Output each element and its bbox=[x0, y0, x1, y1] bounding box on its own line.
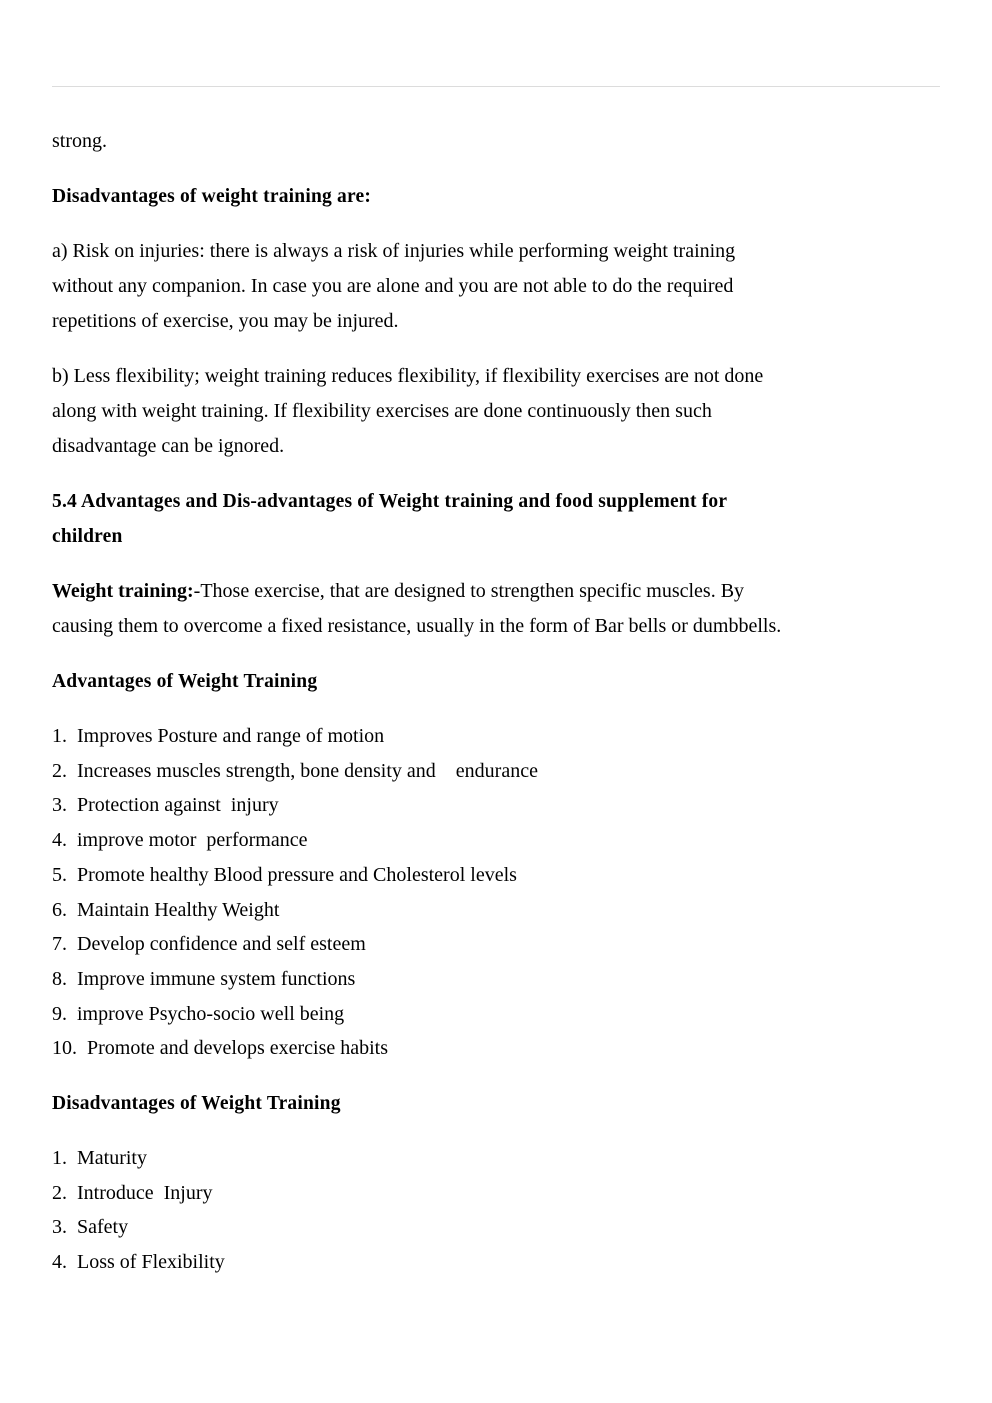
header-divider bbox=[52, 86, 940, 87]
definition-text: -Those exercise, that are designed to strengthen specific muscles. By bbox=[193, 580, 745, 602]
disadvantages-heading: Disadvantages of weight training are: bbox=[52, 186, 372, 207]
advantages-list bbox=[52, 719, 952, 1066]
list-item: 10. Promote and develops exercise habits bbox=[52, 1037, 389, 1060]
definition-term: Weight training: bbox=[52, 580, 194, 602]
document-page bbox=[52, 124, 952, 1300]
text-line: children bbox=[52, 526, 123, 547]
paragraph-less-flexibility bbox=[52, 359, 952, 464]
list-item: 1. Maturity bbox=[52, 1147, 147, 1170]
text-line: causing them to overcome a fixed resistance, usually in the form of Bar bells or dumbbells. bbox=[52, 615, 782, 637]
text-line: 5.4 Advantages and Dis-advantages of Weight training and food supplement for bbox=[52, 491, 728, 512]
text-line: disadvantage can be ignored. bbox=[52, 435, 285, 457]
disadvantages-list bbox=[52, 1141, 952, 1280]
list-item: 4. improve motor performance bbox=[52, 829, 308, 852]
list-item: 3. Protection against injury bbox=[52, 794, 279, 817]
list-item: 4. Loss of Flexibility bbox=[52, 1251, 225, 1274]
list-item: 2. Increases muscles strength, bone density and endurance bbox=[52, 759, 538, 782]
weight-training-definition bbox=[52, 574, 952, 644]
list-item: 3. Safety bbox=[52, 1216, 129, 1239]
text-line: strong. bbox=[52, 130, 107, 152]
text-line: b) Less flexibility; weight training reduces flexibility, if flexibility exercises are not done bbox=[52, 365, 764, 387]
section-heading bbox=[52, 484, 952, 554]
text-line: a) Risk on injuries: there is always a risk of injuries while performing weight training bbox=[52, 240, 736, 262]
text-line: along with weight training. If flexibility exercises are done continuously then such bbox=[52, 400, 712, 422]
disadvantages-list-heading: Disadvantages of Weight Training bbox=[52, 1093, 341, 1115]
list-item: 7. Develop confidence and self esteem bbox=[52, 933, 366, 956]
list-item: 1. Improves Posture and range of motion bbox=[52, 725, 385, 747]
paragraph-risk-injuries bbox=[52, 234, 952, 339]
list-item: 2. Introduce Injury bbox=[52, 1181, 213, 1204]
list-item: 5. Promote healthy Blood pressure and Cholesterol levels bbox=[52, 863, 517, 886]
list-item: 9. improve Psycho-socio well being bbox=[52, 1002, 345, 1025]
list-item: 8. Improve immune system functions bbox=[52, 967, 356, 990]
text-line: without any companion. In case you are alone and you are not able to do the required bbox=[52, 275, 734, 297]
list-item: 6. Maintain Healthy Weight bbox=[52, 898, 280, 921]
advantages-heading: Advantages of Weight Training bbox=[52, 671, 318, 692]
text-line bbox=[52, 574, 952, 609]
intro-tail bbox=[52, 124, 952, 159]
text-line: repetitions of exercise, you may be injured. bbox=[52, 310, 399, 332]
